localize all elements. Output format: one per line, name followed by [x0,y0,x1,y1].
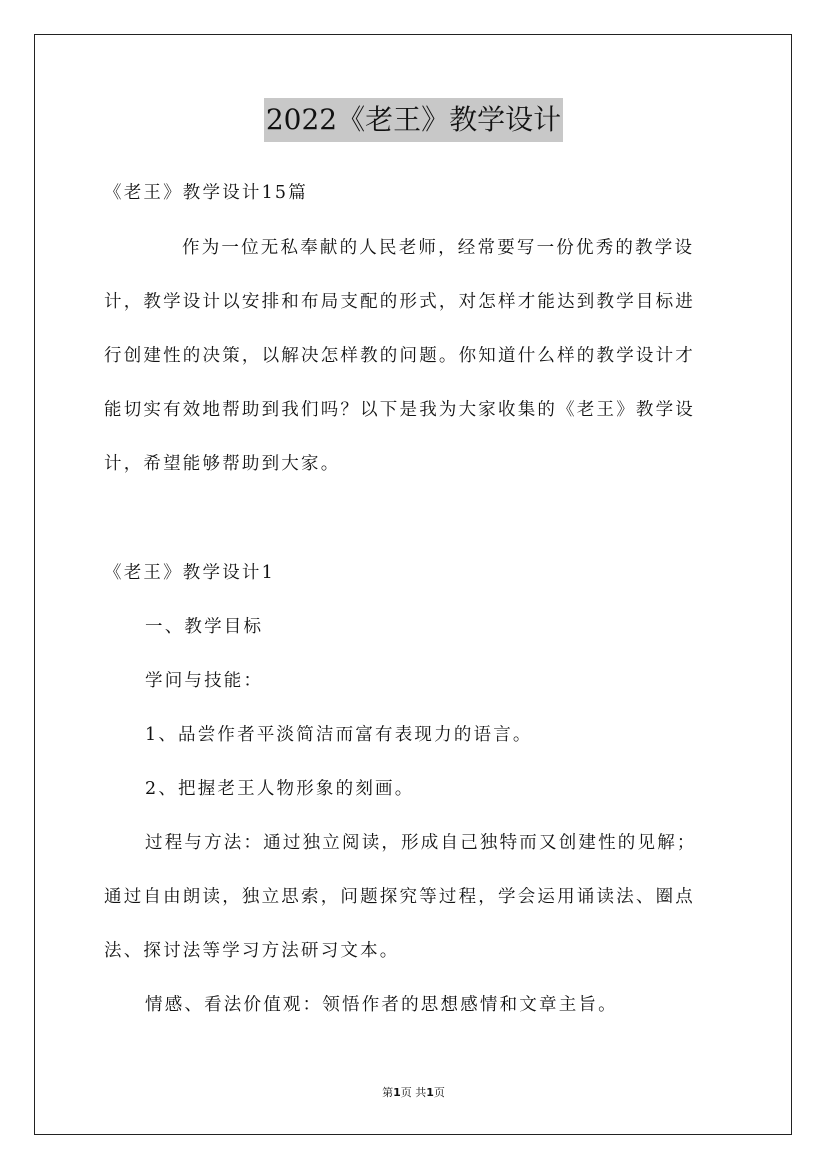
subtitle: 《老王》教学设计15篇 [104,183,308,203]
body-line-3: 1、品尝作者平淡简洁而富有表现力的语言。 [145,725,533,745]
intro-line-1: 作为一位无私奉献的人民老师，经常要写一份优秀的教学设 [182,238,695,258]
body-line-1: 一、教学目标 [145,617,264,637]
document-title: 2022《老王》教学设计 [264,98,563,142]
footer-page-number: 1 [393,1086,401,1099]
footer-prefix: 第 [382,1086,394,1099]
body-line-6: 通过自由朗读，独立思索，问题探究等过程，学会运用诵读法、圈点 [104,887,695,907]
body-line-2: 学问与技能： [145,671,264,691]
intro-line-2: 计，教学设计以安排和布局支配的形式，对怎样才能达到教学目标进 [104,292,695,312]
intro-line-3: 行创建性的决策，以解决怎样教的问题。你知道什么样的教学设计才 [104,346,695,366]
body-line-8: 情感、看法价值观：领悟作者的思想感情和文章主旨。 [145,995,618,1015]
page-footer [0,1084,827,1100]
footer-suffix: 页 [433,1086,445,1099]
section-heading: 《老王》教学设计1 [104,563,275,583]
title-container [0,98,827,142]
intro-line-5: 计，希望能够帮助到大家。 [104,454,341,474]
body-line-5: 过程与方法：通过独立阅读，形成自己独特而又创建性的见解； [145,833,697,853]
intro-line-4: 能切实有效地帮助到我们吗？以下是我为大家收集的《老王》教学设 [104,400,695,420]
body-line-7: 法、探讨法等学习方法研习文本。 [104,941,400,961]
footer-mid: 页 共 [400,1086,427,1099]
footer-total-pages: 1 [426,1086,434,1099]
body-line-4: 2、把握老王人物形象的刻画。 [145,779,415,799]
